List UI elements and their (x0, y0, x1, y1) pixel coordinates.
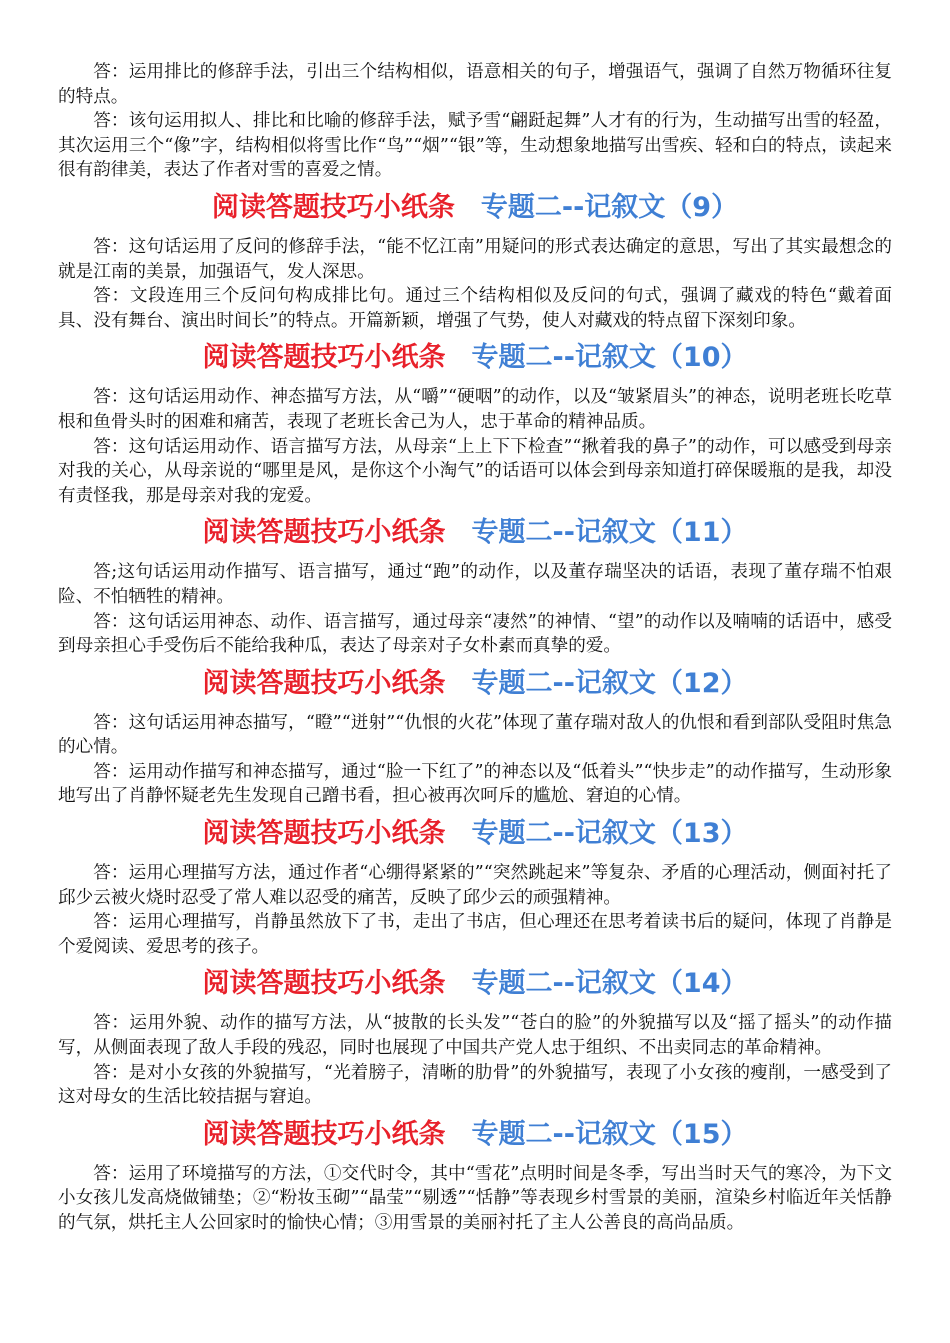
section-13 (58, 816, 892, 959)
heading-red-text: 阅读答题技巧小纸条 (202, 818, 446, 850)
heading-blue-text: 专题二--记叙文（14） (471, 968, 748, 1000)
heading-blue-text: 专题二--记叙文（11） (471, 517, 748, 549)
answer-paragraph: 答：这句话运用动作、神态描写方法，从“嚼”“硬咽”的动作，以及“皱紧眉头”的神态，说明老班长吃草根和鱼骨头时的困难和痛苦，表现了老班长舍己为人，忠于革命的精神品质。 (58, 387, 892, 432)
intro-answer-1: 答：运用排比的修辞手法，引出三个结构相似，语意相关的句子，增强语气，强调了自然万物循环往复的特点。 (58, 62, 892, 107)
section-10 (58, 340, 892, 508)
section-9 (58, 190, 892, 333)
answer-paragraph: 答：这句话运用神态、动作、语言描写，通过母亲“凄然”的神情、“望”的动作以及喃喃的话语中，感受到母亲担心手受伤后不能给我种瓜，表达了母亲对子女朴素而真挚的爱。 (58, 611, 892, 657)
heading-red-text: 阅读答题技巧小纸条 (202, 1118, 446, 1150)
section-11 (58, 515, 892, 658)
answer-paragraph: 答;这句话运用动作描写、语言描写，通过“跑”的动作，以及董存瑞坚决的话语，表现了董存瑞不怕艰险、不怕牺牲的精神。 (58, 562, 892, 607)
section-heading (58, 666, 892, 702)
heading-red-text: 阅读答题技巧小纸条 (202, 968, 446, 1000)
answer-paragraph: 答：这句话运用动作、语言描写方法，从母亲“上上下下检查”“揪着我的鼻子”的动作，可以感受到母亲对我的关心，从母亲说的“哪里是风，是你这个小淘气”的话语可以体会到母亲知道打碎保暖瓶的是我，却没有责怪我，那是母亲对我的宠爱。 (58, 436, 892, 506)
answer-paragraph: 答：这句话运用神态描写，“瞪”“迸射”“仇恨的火花”体现了董存瑞对敌人的仇恨和看到部队受阻时焦急的心情。 (58, 712, 892, 758)
document-page (58, 60, 892, 1236)
heading-blue-text: 专题二--记叙文（12） (471, 667, 748, 699)
answer-paragraph: 答：运用心理描写，肖静虽然放下了书，走出了书店，但心理还在思考着读书后的疑问，体现了肖静是个爱阅读、爱思考的孩子。 (58, 912, 892, 957)
section-heading (58, 190, 892, 226)
section-heading (58, 966, 892, 1002)
section-heading (58, 816, 892, 852)
answer-paragraph: 答：文段连用三个反问句构成排比句。通过三个结构相似及反问的句式，强调了藏戏的特色“戴着面具、没有舞台、演出时间长”的特点。开篇新颖，增强了气势，使人对藏戏的特点留下深刻印象。 (58, 286, 892, 331)
heading-red-text: 阅读答题技巧小纸条 (202, 667, 446, 699)
heading-red-text: 阅读答题技巧小纸条 (211, 191, 455, 223)
intro-answer-2: 答：该句运用拟人、排比和比喻的修辞手法，赋予雪“翩跹起舞”人才有的行为，生动描写出雪的轻盈，其次运用三个“像”字，结构相似将雪比作“鸟”“烟”“银”等，生动想象地描写出雪疾、轻和白的特点，读起来很有韵律美，表达了作者对雪的喜爱之情。 (58, 111, 892, 181)
heading-blue-text: 专题二--记叙文（10） (471, 342, 748, 374)
section-heading (58, 340, 892, 376)
section-14 (58, 966, 892, 1109)
answer-paragraph: 答：运用动作描写和神态描写，通过“脸一下红了”的神态以及“低着头”“快步走”的动作描写，生动形象地写出了肖静怀疑老先生发现自己蹭书看，担心被再次呵斥的尴尬、窘迫的心情。 (58, 761, 892, 807)
heading-blue-text: 专题二--记叙文（13） (471, 818, 748, 850)
heading-red-text: 阅读答题技巧小纸条 (202, 342, 446, 374)
answer-paragraph: 答：运用外貌、动作的描写方法，从“披散的长头发”“苍白的脸”的外貌描写以及“摇了摇头”的动作描写，从侧面表现了敌人手段的残忍，同时也展现了中国共产党人忠于组织、不出卖同志的革命精神。 (58, 1013, 892, 1059)
answer-paragraph: 答：这句话运用了反问的修辞手法，“能不忆江南”用疑问的形式表达确定的意思，写出了其实最想念的就是江南的美景，加强语气，发人深思。 (58, 236, 892, 282)
heading-blue-text: 专题二--记叙文（9） (480, 191, 739, 223)
section-12 (58, 666, 892, 809)
answer-paragraph: 答：是对小女孩的外貌描写，“光着膀子，清晰的肋骨”的外貌描写，表现了小女孩的瘦削，一感受到了这对母女的生活比较拮据与窘迫。 (58, 1062, 892, 1108)
answer-paragraph: 答：运用心理描写方法，通过作者“心绷得紧紧的”“突然跳起来”等复杂、矛盾的心理活动，侧面衬托了邱少云被火烧时忍受了常人难以忍受的痛苦，反映了邱少云的顽强精神。 (58, 863, 892, 908)
heading-red-text: 阅读答题技巧小纸条 (202, 517, 446, 549)
section-heading (58, 515, 892, 551)
answer-paragraph: 答：运用了环境描写的方法，①交代时令，其中“雪花”点明时间是冬季，写出当时天气的寒冷，为下文小女孩儿发高烧做铺垫；②“粉妆玉砌”“晶莹”“剔透”“恬静”等表现乡村雪景的美丽，渲染乡村临近年关恬静的气氛，烘托主人公回家时的愉快心情；③用雪景的美丽衬托了主人公善良的高尚品质。 (58, 1163, 892, 1233)
heading-blue-text: 专题二--记叙文（15） (471, 1118, 748, 1150)
section-15 (58, 1117, 892, 1236)
section-heading (58, 1117, 892, 1153)
